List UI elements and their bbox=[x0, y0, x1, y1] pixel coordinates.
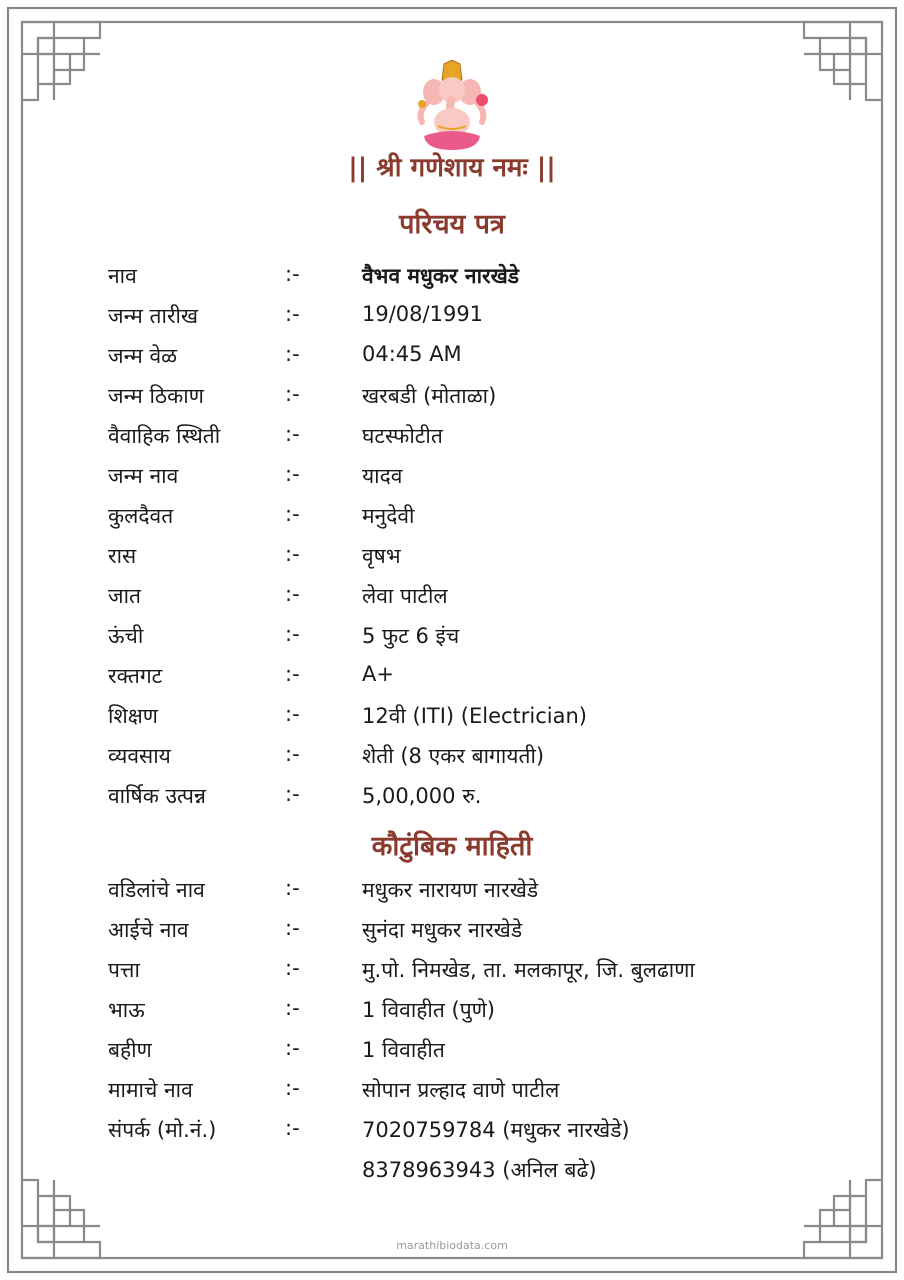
detail-row bbox=[0, 422, 904, 462]
detail-value: 1 विवाहीत bbox=[362, 1038, 445, 1062]
separator: :- bbox=[285, 422, 300, 446]
detail-row bbox=[0, 742, 904, 782]
detail-label: वैवाहिक स्थिती bbox=[108, 424, 221, 448]
detail-row bbox=[0, 382, 904, 422]
detail-row bbox=[0, 622, 904, 662]
separator: :- bbox=[285, 782, 300, 806]
detail-label: नाव bbox=[108, 264, 137, 288]
detail-value: 5,00,000 रु. bbox=[362, 784, 482, 808]
detail-label: वार्षिक उत्पन्न bbox=[108, 784, 206, 808]
separator: :- bbox=[285, 996, 300, 1020]
detail-value: सुनंदा मधुकर नारखेडे bbox=[362, 918, 523, 942]
separator: :- bbox=[285, 302, 300, 326]
detail-row bbox=[0, 1156, 904, 1196]
detail-row bbox=[0, 1036, 904, 1076]
detail-row bbox=[0, 502, 904, 542]
separator: :- bbox=[285, 742, 300, 766]
detail-value: मधुकर नारायण नारखेडे bbox=[362, 878, 539, 902]
separator: :- bbox=[285, 582, 300, 606]
detail-value: मनुदेवी bbox=[362, 504, 415, 528]
separator: :- bbox=[285, 502, 300, 526]
detail-value: 12वी (ITI) (Electrician) bbox=[362, 704, 588, 728]
detail-value: मु.पो. निमखेड, ता. मलकापूर, जि. बुलढाणा bbox=[362, 958, 695, 982]
detail-value: 8378963943 (अनिल बढे) bbox=[362, 1158, 597, 1182]
detail-label: रक्तगट bbox=[108, 664, 163, 688]
detail-row bbox=[0, 1076, 904, 1116]
detail-value: घटस्फोटीत bbox=[362, 424, 443, 448]
detail-value: 7020759784 (मधुकर नारखेडे) bbox=[362, 1118, 630, 1142]
detail-value: वैभव मधुकर नारखेडे bbox=[362, 264, 520, 288]
section-title-family: कौटुंबिक माहिती bbox=[371, 831, 533, 862]
detail-label: रास bbox=[108, 544, 137, 568]
detail-row bbox=[0, 782, 904, 822]
detail-label: जात bbox=[108, 584, 141, 608]
detail-value: वृषभ bbox=[362, 544, 401, 568]
detail-row bbox=[0, 262, 904, 302]
detail-value: A+ bbox=[362, 662, 394, 686]
detail-label: वडिलांचे नाव bbox=[108, 878, 205, 902]
detail-label: शिक्षण bbox=[108, 704, 158, 728]
detail-row bbox=[0, 876, 904, 916]
detail-row bbox=[0, 582, 904, 622]
detail-value: लेवा पाटील bbox=[362, 584, 448, 608]
detail-label: व्यवसाय bbox=[108, 744, 171, 768]
detail-value: सोपान प्रल्हाद वाणे पाटील bbox=[362, 1078, 560, 1102]
detail-label: जन्म तारीख bbox=[108, 304, 199, 328]
detail-label: संपर्क (मो.नं.) bbox=[108, 1118, 217, 1142]
ganesha-icon bbox=[412, 60, 492, 152]
separator: :- bbox=[285, 342, 300, 366]
separator: :- bbox=[285, 1036, 300, 1060]
detail-label: बहीण bbox=[108, 1038, 152, 1062]
detail-row bbox=[0, 702, 904, 742]
separator: :- bbox=[285, 876, 300, 900]
separator: :- bbox=[285, 1076, 300, 1100]
separator: :- bbox=[285, 956, 300, 980]
detail-label: भाऊ bbox=[108, 998, 145, 1022]
detail-label: आईचे नाव bbox=[108, 918, 189, 942]
detail-value: 19/08/1991 bbox=[362, 302, 484, 326]
detail-row bbox=[0, 302, 904, 342]
detail-value: खरबडी (मोताळा) bbox=[362, 384, 497, 408]
separator: :- bbox=[285, 262, 300, 286]
separator: :- bbox=[285, 462, 300, 486]
detail-value: 1 विवाहीत (पुणे) bbox=[362, 998, 495, 1022]
detail-value: यादव bbox=[362, 464, 403, 488]
detail-row bbox=[0, 956, 904, 996]
footer-website: marathibiodata.com bbox=[396, 1239, 508, 1252]
detail-label: कुलदैवत bbox=[108, 504, 174, 528]
detail-label: ऊंची bbox=[108, 624, 144, 648]
separator: :- bbox=[285, 542, 300, 566]
detail-label: जन्म नाव bbox=[108, 464, 179, 488]
detail-value: 04:45 AM bbox=[362, 342, 462, 366]
detail-label: मामाचे नाव bbox=[108, 1078, 193, 1102]
detail-row bbox=[0, 342, 904, 382]
detail-row bbox=[0, 542, 904, 582]
detail-row bbox=[0, 462, 904, 502]
detail-row bbox=[0, 996, 904, 1036]
detail-label: जन्म वेळ bbox=[108, 344, 178, 368]
section-title-introduction: परिचय पत्र bbox=[399, 209, 505, 240]
detail-label: जन्म ठिकाण bbox=[108, 384, 204, 408]
separator: :- bbox=[285, 382, 300, 406]
detail-row bbox=[0, 662, 904, 702]
detail-value: 5 फुट 6 इंच bbox=[362, 624, 460, 648]
detail-row bbox=[0, 916, 904, 956]
separator: :- bbox=[285, 1116, 300, 1140]
detail-row bbox=[0, 1116, 904, 1156]
invocation-text: || श्री गणेशाय नमः || bbox=[348, 153, 556, 183]
separator: :- bbox=[285, 622, 300, 646]
separator: :- bbox=[285, 702, 300, 726]
separator: :- bbox=[285, 662, 300, 686]
detail-value: शेती (8 एकर बागायती) bbox=[362, 744, 545, 768]
detail-label: पत्ता bbox=[108, 958, 140, 982]
separator: :- bbox=[285, 916, 300, 940]
